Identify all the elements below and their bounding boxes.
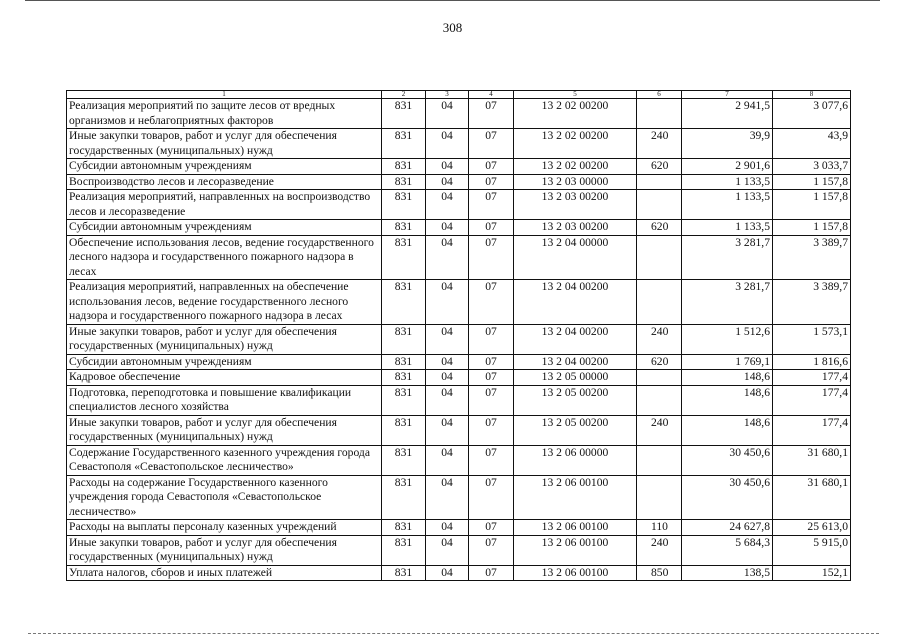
column-number-3: 3 bbox=[426, 91, 469, 99]
row-expense-type bbox=[637, 190, 682, 220]
row-target-article: 13 2 03 00200 bbox=[514, 190, 637, 220]
row-amount-year1: 1 133,5 bbox=[682, 190, 773, 220]
row-ved-code: 831 bbox=[382, 190, 426, 220]
row-expense-type: 240 bbox=[637, 535, 682, 565]
row-name: Реализация мероприятий, направленных на обеспечение использования лесов, ведение государственного лесного надзора и государственного пожарного надзора в лесах bbox=[67, 280, 382, 325]
row-amount-year1: 3 281,7 bbox=[682, 235, 773, 280]
row-ved-code: 831 bbox=[382, 235, 426, 280]
row-section-code: 04 bbox=[426, 520, 469, 536]
budget-table bbox=[66, 90, 851, 581]
row-target-article: 13 2 06 00000 bbox=[514, 445, 637, 475]
row-name: Кадровое обеспечение bbox=[67, 370, 382, 386]
column-number-2: 2 bbox=[382, 91, 426, 99]
row-subsection-code: 07 bbox=[469, 324, 514, 354]
row-subsection-code: 07 bbox=[469, 280, 514, 325]
row-section-code: 04 bbox=[426, 370, 469, 386]
row-ved-code: 831 bbox=[382, 354, 426, 370]
row-target-article: 13 2 05 00200 bbox=[514, 415, 637, 445]
row-name: Обеспечение использования лесов, ведение государственного лесного надзора и государственного пожарного надзора в лесах bbox=[67, 235, 382, 280]
column-number-1: 1 bbox=[67, 91, 382, 99]
row-amount-year1: 148,6 bbox=[682, 385, 773, 415]
column-number-6: 6 bbox=[637, 91, 682, 99]
row-amount-year2: 177,4 bbox=[773, 385, 851, 415]
row-target-article: 13 2 06 00100 bbox=[514, 520, 637, 536]
row-section-code: 04 bbox=[426, 129, 469, 159]
row-amount-year1: 2 941,5 bbox=[682, 99, 773, 129]
row-amount-year2: 1 573,1 bbox=[773, 324, 851, 354]
column-number-8: 8 bbox=[773, 91, 851, 99]
row-expense-type bbox=[637, 370, 682, 386]
row-section-code: 04 bbox=[426, 354, 469, 370]
column-number-4: 4 bbox=[469, 91, 514, 99]
row-subsection-code: 07 bbox=[469, 174, 514, 190]
row-section-code: 04 bbox=[426, 385, 469, 415]
row-subsection-code: 07 bbox=[469, 475, 514, 520]
row-name: Воспроизводство лесов и лесоразведение bbox=[67, 174, 382, 190]
row-name: Иные закупки товаров, работ и услуг для обеспечения государственных (муниципальных) нужд bbox=[67, 415, 382, 445]
row-expense-type bbox=[637, 280, 682, 325]
row-amount-year2: 5 915,0 bbox=[773, 535, 851, 565]
row-target-article: 13 2 06 00100 bbox=[514, 475, 637, 520]
row-subsection-code: 07 bbox=[469, 520, 514, 536]
row-amount-year2: 177,4 bbox=[773, 370, 851, 386]
row-target-article: 13 2 02 00200 bbox=[514, 159, 637, 175]
row-subsection-code: 07 bbox=[469, 99, 514, 129]
row-section-code: 04 bbox=[426, 159, 469, 175]
row-section-code: 04 bbox=[426, 280, 469, 325]
row-ved-code: 831 bbox=[382, 415, 426, 445]
row-section-code: 04 bbox=[426, 475, 469, 520]
row-amount-year2: 3 077,6 bbox=[773, 99, 851, 129]
row-ved-code: 831 bbox=[382, 565, 426, 581]
row-name: Уплата налогов, сборов и иных платежей bbox=[67, 565, 382, 581]
table-row bbox=[67, 190, 851, 220]
page-number: 308 bbox=[442, 20, 463, 35]
row-target-article: 13 2 03 00000 bbox=[514, 174, 637, 190]
table-row bbox=[67, 235, 851, 280]
row-target-article: 13 2 04 00200 bbox=[514, 280, 637, 325]
row-subsection-code: 07 bbox=[469, 190, 514, 220]
row-amount-year2: 1 816,6 bbox=[773, 354, 851, 370]
row-amount-year1: 3 281,7 bbox=[682, 280, 773, 325]
row-name: Подготовка, переподготовка и повышение квалификации специалистов лесного хозяйства bbox=[67, 385, 382, 415]
row-target-article: 13 2 04 00000 bbox=[514, 235, 637, 280]
column-number-row bbox=[67, 91, 851, 99]
row-amount-year2: 152,1 bbox=[773, 565, 851, 581]
row-expense-type bbox=[637, 385, 682, 415]
row-section-code: 04 bbox=[426, 190, 469, 220]
table-row bbox=[67, 354, 851, 370]
row-target-article: 13 2 03 00200 bbox=[514, 220, 637, 236]
row-ved-code: 831 bbox=[382, 385, 426, 415]
row-amount-year1: 2 901,6 bbox=[682, 159, 773, 175]
row-amount-year2: 3 033,7 bbox=[773, 159, 851, 175]
row-amount-year1: 1 512,6 bbox=[682, 324, 773, 354]
row-expense-type: 240 bbox=[637, 129, 682, 159]
row-amount-year1: 5 684,3 bbox=[682, 535, 773, 565]
row-amount-year2: 31 680,1 bbox=[773, 475, 851, 520]
row-amount-year2: 1 157,8 bbox=[773, 190, 851, 220]
row-amount-year1: 30 450,6 bbox=[682, 445, 773, 475]
column-number-7: 7 bbox=[682, 91, 773, 99]
row-amount-year1: 30 450,6 bbox=[682, 475, 773, 520]
row-section-code: 04 bbox=[426, 235, 469, 280]
table-row bbox=[67, 324, 851, 354]
row-amount-year2: 3 389,7 bbox=[773, 235, 851, 280]
row-subsection-code: 07 bbox=[469, 235, 514, 280]
row-section-code: 04 bbox=[426, 99, 469, 129]
table-row bbox=[67, 129, 851, 159]
table-row bbox=[67, 174, 851, 190]
row-name: Расходы на содержание Государственного казенного учреждения города Севастополя «Севастопольское лесничество» bbox=[67, 475, 382, 520]
row-ved-code: 831 bbox=[382, 159, 426, 175]
row-subsection-code: 07 bbox=[469, 354, 514, 370]
row-name: Субсидии автономным учреждениям bbox=[67, 159, 382, 175]
row-expense-type bbox=[637, 235, 682, 280]
row-expense-type: 240 bbox=[637, 415, 682, 445]
row-section-code: 04 bbox=[426, 174, 469, 190]
row-section-code: 04 bbox=[426, 324, 469, 354]
row-amount-year1: 138,5 bbox=[682, 565, 773, 581]
row-amount-year1: 1 769,1 bbox=[682, 354, 773, 370]
table-row bbox=[67, 280, 851, 325]
row-subsection-code: 07 bbox=[469, 445, 514, 475]
table-row bbox=[67, 475, 851, 520]
row-amount-year1: 148,6 bbox=[682, 415, 773, 445]
row-ved-code: 831 bbox=[382, 520, 426, 536]
table-row bbox=[67, 220, 851, 236]
row-subsection-code: 07 bbox=[469, 370, 514, 386]
row-amount-year1: 39,9 bbox=[682, 129, 773, 159]
row-section-code: 04 bbox=[426, 415, 469, 445]
row-ved-code: 831 bbox=[382, 174, 426, 190]
row-expense-type bbox=[637, 445, 682, 475]
row-section-code: 04 bbox=[426, 535, 469, 565]
row-target-article: 13 2 02 00200 bbox=[514, 99, 637, 129]
row-subsection-code: 07 bbox=[469, 385, 514, 415]
row-amount-year2: 1 157,8 bbox=[773, 174, 851, 190]
row-expense-type bbox=[637, 99, 682, 129]
row-section-code: 04 bbox=[426, 565, 469, 581]
row-ved-code: 831 bbox=[382, 99, 426, 129]
row-subsection-code: 07 bbox=[469, 220, 514, 236]
table-row bbox=[67, 385, 851, 415]
table-row bbox=[67, 159, 851, 175]
table-row bbox=[67, 99, 851, 129]
row-ved-code: 831 bbox=[382, 445, 426, 475]
table-row bbox=[67, 520, 851, 536]
row-target-article: 13 2 06 00100 bbox=[514, 565, 637, 581]
row-expense-type: 110 bbox=[637, 520, 682, 536]
row-subsection-code: 07 bbox=[469, 129, 514, 159]
row-amount-year2: 43,9 bbox=[773, 129, 851, 159]
table-row bbox=[67, 445, 851, 475]
row-expense-type: 620 bbox=[637, 354, 682, 370]
row-expense-type bbox=[637, 475, 682, 520]
table-row bbox=[67, 415, 851, 445]
row-subsection-code: 07 bbox=[469, 565, 514, 581]
row-name: Иные закупки товаров, работ и услуг для обеспечения государственных (муниципальных) нужд bbox=[67, 324, 382, 354]
column-number-5: 5 bbox=[514, 91, 637, 99]
row-name: Субсидии автономным учреждениям bbox=[67, 354, 382, 370]
row-name: Расходы на выплаты персоналу казенных учреждений bbox=[67, 520, 382, 536]
row-target-article: 13 2 04 00200 bbox=[514, 324, 637, 354]
row-amount-year2: 31 680,1 bbox=[773, 445, 851, 475]
row-ved-code: 831 bbox=[382, 535, 426, 565]
row-name: Иные закупки товаров, работ и услуг для обеспечения государственных (муниципальных) нужд bbox=[67, 535, 382, 565]
row-ved-code: 831 bbox=[382, 475, 426, 520]
row-name: Содержание Государственного казенного учреждения города Севастополя «Севастопольское лесничество» bbox=[67, 445, 382, 475]
row-amount-year2: 25 613,0 bbox=[773, 520, 851, 536]
row-section-code: 04 bbox=[426, 220, 469, 236]
row-amount-year1: 1 133,5 bbox=[682, 220, 773, 236]
row-name: Реализация мероприятий, направленных на воспроизводство лесов и лесоразведение bbox=[67, 190, 382, 220]
row-target-article: 13 2 04 00200 bbox=[514, 354, 637, 370]
row-amount-year1: 1 133,5 bbox=[682, 174, 773, 190]
row-subsection-code: 07 bbox=[469, 535, 514, 565]
row-expense-type: 850 bbox=[637, 565, 682, 581]
row-amount-year1: 148,6 bbox=[682, 370, 773, 386]
top-rule bbox=[25, 0, 880, 1]
row-target-article: 13 2 05 00200 bbox=[514, 385, 637, 415]
row-ved-code: 831 bbox=[382, 370, 426, 386]
row-name: Иные закупки товаров, работ и услуг для обеспечения государственных (муниципальных) нужд bbox=[67, 129, 382, 159]
row-amount-year1: 24 627,8 bbox=[682, 520, 773, 536]
row-name: Субсидии автономным учреждениям bbox=[67, 220, 382, 236]
row-target-article: 13 2 06 00100 bbox=[514, 535, 637, 565]
row-target-article: 13 2 05 00000 bbox=[514, 370, 637, 386]
row-expense-type: 620 bbox=[637, 159, 682, 175]
row-expense-type bbox=[637, 174, 682, 190]
row-ved-code: 831 bbox=[382, 324, 426, 354]
table-row bbox=[67, 565, 851, 581]
row-section-code: 04 bbox=[426, 445, 469, 475]
row-subsection-code: 07 bbox=[469, 159, 514, 175]
table-row bbox=[67, 535, 851, 565]
row-ved-code: 831 bbox=[382, 129, 426, 159]
row-name: Реализация мероприятий по защите лесов от вредных организмов и неблагоприятных факторов bbox=[67, 99, 382, 129]
row-amount-year2: 3 389,7 bbox=[773, 280, 851, 325]
row-expense-type: 620 bbox=[637, 220, 682, 236]
row-expense-type: 240 bbox=[637, 324, 682, 354]
row-ved-code: 831 bbox=[382, 280, 426, 325]
table-row bbox=[67, 370, 851, 386]
bottom-dashed-line bbox=[28, 633, 879, 634]
row-amount-year2: 177,4 bbox=[773, 415, 851, 445]
row-target-article: 13 2 02 00200 bbox=[514, 129, 637, 159]
row-subsection-code: 07 bbox=[469, 415, 514, 445]
row-ved-code: 831 bbox=[382, 220, 426, 236]
table-body bbox=[67, 99, 851, 581]
row-amount-year2: 1 157,8 bbox=[773, 220, 851, 236]
